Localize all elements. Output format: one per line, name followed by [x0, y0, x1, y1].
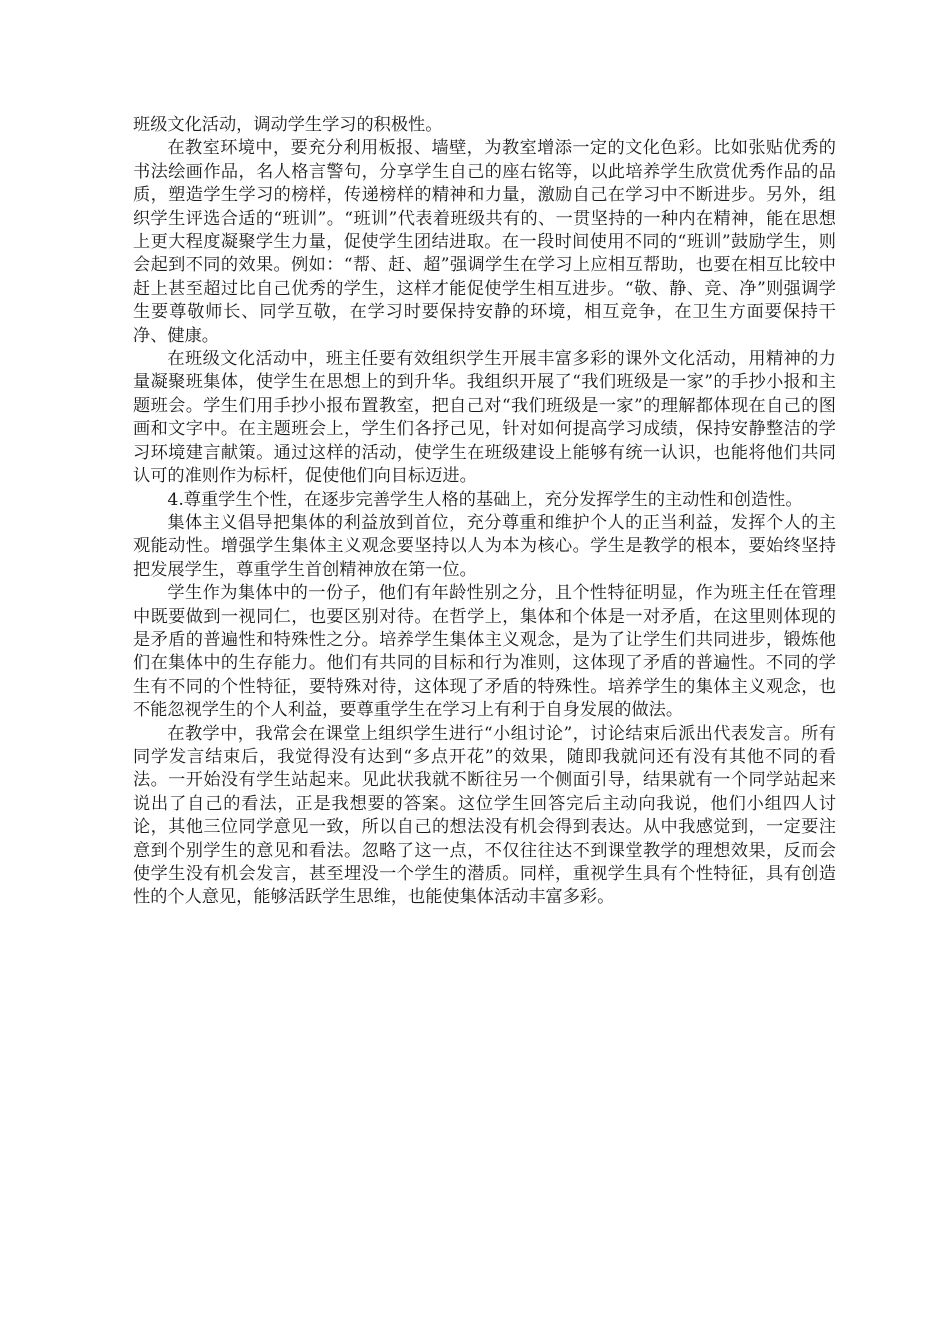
paragraph-students-in-collective: 学生作为集体中的一份子，他们有年龄性别之分，且个性特征明显，作为班主任在管理中既要做到一视同仁，也要区别对待。在哲学上，集体和个体是一对矛盾，在这里则体现的是矛盾的普遍性和特殊性之分。培养学生集体主义观念，是为了让学生们共同进步，锻炼他们在集体中的生存能力。他们有共同的目标和行为准则，这体现了矛盾的普遍性。不同的学生有不同的个性特征，要特殊对待，这体现了矛盾的特殊性。培养学生的集体主义观念，也不能忽视学生的个人利益，要尊重学生在学习上有利于自身发展的做法。: [133, 583, 836, 721]
paragraph-continuation: 班级文化活动，调动学生学习的积极性。: [133, 115, 443, 135]
paragraph-collectivism: 集体主义倡导把集体的利益放到首位，充分尊重和维护个人的正当利益，发挥个人的主观能动性。增强学生集体主义观念要坚持以人为本为核心。学生是教学的根本，要始终坚持把发展学生，尊重学生首创精神放在第一位。: [133, 512, 836, 580]
paragraph-class-culture-activities: 在班级文化活动中，班主任要有效组织学生开展丰富多彩的课外文化活动，用精神的力量凝聚班集体，使学生在思想上的到升华。我组织开展了“我们班级是一家”的手抄小报和主题班会。学生们用手抄小报布置教室，把自己对“我们班级是一家”的理解都体现在自己的图画和文字中。在主题班会上，学生们各抒己见，针对如何提高学习成绩，保持安静整洁的学习环境建言献策。通过这样的活动，使学生在班级建设上能够有统一认识，也能将他们共同认可的准则作为标杆，促使他们向目标迈进。: [133, 349, 836, 487]
paragraph-classroom-environment: 在教室环境中，要充分利用板报、墙壁，为教室增添一定的文化色彩。比如张贴优秀的书法绘画作品，名人格言警句，分享学生自己的座右铭等，以此培养学生欣赏优秀作品的品质，塑造学生学习的榜样，传递榜样的精神和力量，激励自己在学习中不断进步。另外，组织学生评选合适的“班训”。“班训”代表着班级共有的、一贯坚持的一种内在精神，能在思想上更大程度凝聚学生力量，促使学生团结进取。在一段时间使用不同的“班训”鼓励学生，则会起到不同的效果。例如：“帮、赶、超”强调学生在学习上应相互帮助，也要在相互比较中赶上甚至超过比自己优秀的学生，这样才能促使学生相互进步。“敬、静、竞、净”则强调学生要尊敬师长、同学互敬，在学习时要保持安静的环境，相互竞争，在卫生方面要保持干净、健康。: [133, 138, 836, 346]
paragraph-group-discussion: 在教学中，我常会在课堂上组织学生进行“小组讨论”，讨论结束后派出代表发言。所有同学发言结束后，我觉得没有达到“多点开花”的效果，随即我就问还有没有其他不同的看法。一开始没有学生站起来。见此状我就不断往另一个侧面引导，结果就有一个同学站起来说出了自己的看法，正是我想要的答案。这位学生回答完后主动向我说，他们小组四人讨论，其他三位同学意见一致，所以自己的想法没有机会得到表达。从中我感觉到，一定要注意到个别学生的意见和看法。忽略了这一点，不仅往往达不到课堂教学的理想效果，反而会使学生没有机会发言，甚至埋没一个学生的潜质。同样，重视学生具有个性特征，具有创造性的个人意见，能够活跃学生思维，也能使集体活动丰富多彩。: [133, 723, 836, 908]
document-body: [133, 114, 836, 910]
section-heading-respect-individuality: 4.尊重学生个性，在逐步完善学生人格的基础上，充分发挥学生的主动性和创造性。: [167, 489, 803, 510]
